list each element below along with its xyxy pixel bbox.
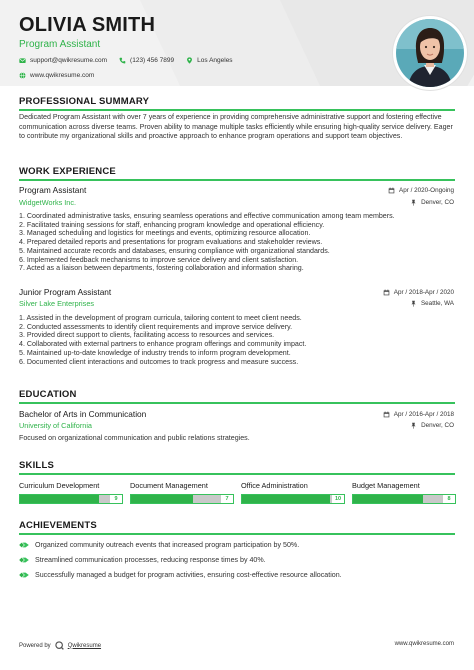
location-item bbox=[186, 57, 232, 64]
skill-bar-empty bbox=[423, 495, 443, 503]
achievement-text: Successfully managed a budget for program activities, ensuring cost-effective resource allocation. bbox=[35, 571, 342, 579]
job-title: Program Assistant bbox=[19, 185, 87, 195]
job-location-text: Denver, CO bbox=[421, 199, 454, 206]
contact-row bbox=[19, 57, 233, 64]
location-pin-icon bbox=[186, 57, 193, 64]
skill-label: Office Administration bbox=[241, 481, 308, 490]
job-date-text: Apr / 2018-Apr / 2020 bbox=[393, 289, 454, 296]
powered-by-label: Powered by bbox=[19, 642, 51, 649]
skill-bar bbox=[130, 494, 234, 504]
phone-icon bbox=[119, 57, 126, 64]
list-item: 1. Coordinated administrative tasks, ensuring seamless operations and effective communication among team members. bbox=[19, 212, 395, 220]
skills-heading: SKILLS bbox=[19, 460, 54, 471]
phone-text: (123) 456 7899 bbox=[130, 57, 175, 64]
footer-website[interactable]: www.qwikresume.com bbox=[394, 641, 454, 647]
list-item: 6. Documented client interactions and outcomes to track progress and measure success. bbox=[19, 357, 299, 366]
list-item: 4. Collaborated with external partners to enhance program offerings and community impact. bbox=[19, 340, 307, 349]
list-item: 2. Facilitated training sessions for staff, enhancing program knowledge and operational efficiency. bbox=[19, 220, 325, 229]
job-company: Silver Lake Enterprises bbox=[19, 299, 95, 308]
skill-bar bbox=[19, 494, 123, 504]
job-location-text: Seattle, WA bbox=[420, 300, 454, 307]
list-item: 3. Managed scheduling and logistics for meetings and events, optimizing resource allocation. bbox=[19, 229, 311, 238]
education-date bbox=[383, 411, 454, 418]
brand-link[interactable]: Qwikresume bbox=[67, 642, 102, 649]
phone-item[interactable] bbox=[119, 57, 174, 64]
education-heading: EDUCATION bbox=[19, 389, 77, 400]
section-divider bbox=[19, 533, 455, 535]
list-item: 2. Conducted assessments to identify client requirements and improve service delivery. bbox=[19, 322, 293, 331]
skill-item bbox=[130, 481, 234, 504]
achievements-heading: ACHIEVEMENTS bbox=[19, 520, 97, 531]
email-text: support@qwikresume.com bbox=[30, 57, 108, 64]
globe-icon bbox=[19, 72, 26, 79]
list-item: 5. Maintained up-to-date knowledge of industry trends to inform program development. bbox=[19, 348, 291, 357]
school-name: University of California bbox=[19, 421, 92, 430]
education-location-text: Denver, CO bbox=[421, 422, 454, 429]
calendar-icon bbox=[388, 187, 395, 194]
email-icon bbox=[19, 57, 26, 64]
skill-score: 9 bbox=[111, 495, 121, 503]
summary-heading: PROFESSIONAL SUMMARY bbox=[19, 96, 150, 107]
candidate-name: OLIVIA SMITH bbox=[19, 14, 156, 36]
skill-label: Curriculum Development bbox=[19, 481, 100, 490]
section-divider bbox=[19, 109, 455, 111]
achievement-text: Organized community outreach events that increased program participation by 50%. bbox=[35, 541, 300, 549]
skill-item bbox=[352, 481, 456, 504]
candidate-title: Program Assistant bbox=[19, 39, 101, 50]
job-bullets bbox=[19, 314, 455, 366]
education-description: Focused on organizational communication and public relations strategies. bbox=[19, 434, 250, 442]
summary-text: Dedicated Program Assistant with over 7 years of experience in providing comprehensive administrative support and fostering effective communication across diverse teams. Proven ability to manage multiple tasks efficiently while ensuring high-quality service delivery. Eager to contribute my organizational skills and proactive approach to enhance program operations and support team objectives. bbox=[19, 113, 453, 141]
website-item[interactable] bbox=[19, 72, 94, 79]
achievement-item bbox=[19, 541, 299, 549]
list-item: 3. Provided direct support to clients, facilitating access to resources and services. bbox=[19, 331, 275, 340]
education-location bbox=[410, 422, 454, 429]
location-text: Los Angeles bbox=[197, 57, 233, 64]
job-date bbox=[388, 187, 454, 194]
experience-heading: WORK EXPERIENCE bbox=[19, 166, 116, 177]
section-divider bbox=[19, 473, 455, 475]
section-divider bbox=[19, 402, 455, 404]
pin-icon bbox=[410, 300, 417, 307]
job-company: WidgetWorks Inc. bbox=[19, 198, 77, 207]
skill-bar-fill bbox=[353, 495, 423, 503]
skill-bar bbox=[241, 494, 345, 504]
list-item: 4. Prepared detailed reports and presentations for program evaluations and stakeholder reviews. bbox=[19, 238, 323, 247]
skill-score: 7 bbox=[222, 495, 232, 503]
skill-label: Budget Management bbox=[352, 481, 420, 490]
email-item[interactable] bbox=[19, 57, 107, 64]
achievement-icon bbox=[19, 541, 29, 549]
job-location bbox=[410, 300, 454, 307]
section-divider bbox=[19, 179, 455, 181]
calendar-icon bbox=[383, 411, 390, 418]
profile-photo bbox=[396, 19, 464, 87]
achievement-text: Streamlined communication processes, reducing response times by 40%. bbox=[35, 556, 266, 564]
achievement-item bbox=[19, 571, 342, 579]
skill-bar-fill bbox=[242, 495, 330, 503]
degree-title: Bachelor of Arts in Communication bbox=[19, 409, 147, 419]
skill-bar-empty bbox=[330, 495, 332, 503]
pin-icon bbox=[410, 422, 417, 429]
skill-item bbox=[19, 481, 123, 504]
avatar bbox=[393, 16, 467, 90]
education-date-text: Apr / 2016-Apr / 2018 bbox=[393, 411, 454, 418]
list-item: 6. Implemented feedback mechanisms to improve service delivery and client satisfaction. bbox=[19, 255, 299, 264]
list-item: 1. Assisted in the development of program curricula, tailoring content to meet client needs. bbox=[19, 314, 302, 322]
achievement-icon bbox=[19, 556, 29, 564]
job-title: Junior Program Assistant bbox=[19, 287, 112, 297]
list-item: 7. Acted as a liaison between departments, fostering collaboration and information sharing. bbox=[19, 264, 304, 273]
job-location bbox=[410, 199, 454, 206]
qwikresume-logo-icon bbox=[55, 641, 64, 650]
job-date bbox=[383, 289, 454, 296]
pin-icon bbox=[410, 199, 417, 206]
achievement-item bbox=[19, 556, 266, 564]
website-text: www.qwikresume.com bbox=[30, 72, 95, 79]
calendar-icon bbox=[383, 289, 390, 296]
skill-item bbox=[241, 481, 345, 504]
footer bbox=[0, 634, 474, 670]
skill-score: 10 bbox=[334, 496, 342, 502]
skill-bar-fill bbox=[131, 495, 193, 503]
job-bullets bbox=[19, 212, 455, 273]
job-date-text: Apr / 2020-Ongoing bbox=[399, 187, 454, 194]
skill-bar bbox=[352, 494, 456, 504]
list-item: 5. Maintained accurate records and databases, ensuring compliance with organizational standards. bbox=[19, 246, 330, 255]
skill-label: Document Management bbox=[130, 481, 208, 490]
skill-bar-empty bbox=[193, 495, 221, 503]
powered-by bbox=[19, 641, 101, 650]
skill-bar-empty bbox=[99, 495, 110, 503]
skill-score: 8 bbox=[444, 495, 454, 503]
skill-bar-fill bbox=[20, 495, 99, 503]
achievement-icon bbox=[19, 571, 29, 579]
